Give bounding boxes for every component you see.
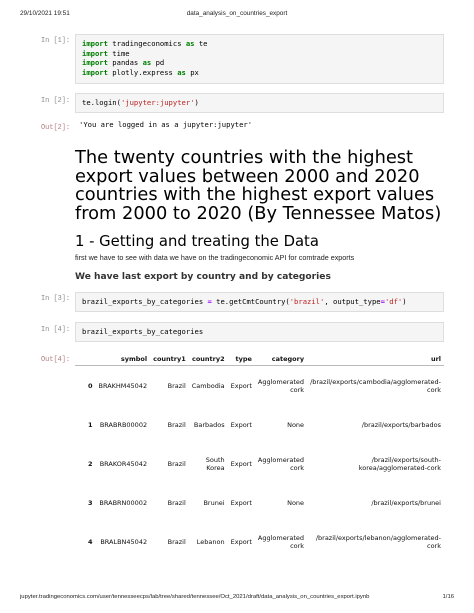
code-cell-4[interactable] — [75, 322, 444, 342]
cell-prompt-4: In [4]: — [41, 326, 70, 334]
code-token: tradingeconomics — [107, 39, 186, 48]
print-footer — [20, 594, 454, 606]
table-cell: BRALBN45042 — [100, 537, 148, 546]
code-cell-1[interactable] — [75, 34, 444, 84]
code-token: plotly.express — [107, 67, 178, 77]
code-line — [82, 58, 437, 68]
code-token: pandas — [107, 58, 143, 68]
code-line — [82, 39, 437, 49]
table-cell: Brunei — [203, 498, 225, 507]
row-index: 0 — [87, 381, 93, 390]
cell-prompt-2: In [2]: — [41, 97, 70, 105]
column-header: symbol — [95, 352, 150, 366]
table-cell: Brazil — [167, 381, 186, 390]
code-token: as — [177, 67, 186, 77]
table-cell: /brazil/exports/lebanon/agglomerated-cork — [315, 533, 441, 550]
table-cell: /brazil/exports/brunei — [371, 498, 441, 507]
column-header: country1 — [150, 352, 189, 366]
print-doc-title: data_analysis_on_countries_export — [186, 10, 288, 17]
cell-prompt-1: In [1]: — [41, 37, 70, 45]
table-cell: South Korea — [205, 455, 225, 472]
code-token: = — [207, 297, 212, 306]
row-index: 1 — [87, 420, 93, 429]
table-row — [75, 405, 444, 444]
intro-paragraph: first we have to see with data we have on the tradingeconomic API for comtrade exports — [75, 253, 355, 262]
table-row — [75, 366, 444, 406]
code-token: import — [82, 48, 108, 58]
table-row — [75, 522, 444, 561]
table-cell: Brazil — [167, 459, 186, 468]
table-cell: None — [287, 498, 305, 507]
table-cell: Export — [230, 420, 252, 429]
code-token: = — [380, 297, 385, 306]
cell-prompt-3: In [3]: — [41, 295, 70, 303]
table-cell: Cambodia — [191, 381, 225, 390]
code-token: 'df' — [384, 297, 403, 306]
code-token: px — [185, 67, 199, 77]
code-token: te — [194, 39, 208, 48]
table-cell: BRABRB00002 — [99, 420, 148, 429]
code-token: ) — [194, 98, 199, 107]
table-cell: BRAKHM45042 — [98, 381, 148, 390]
column-header: url — [307, 352, 444, 366]
code-cell-3[interactable] — [75, 292, 444, 312]
code-token: te.login( — [82, 98, 121, 107]
code-line — [82, 49, 437, 59]
column-header: category — [255, 352, 307, 366]
print-url: jupyter.tradingeconomics.com/user/tennesseecps/lab/tree/shared/tennessee/Oct_2021/draft/data_analysis_on_countries_export.ipynb — [20, 594, 370, 600]
table-cell: Lebanon — [196, 537, 225, 546]
column-header — [75, 352, 95, 366]
code-token: ) — [402, 297, 407, 306]
table-cell: Agglomerated cork — [257, 533, 305, 550]
table-cell: Agglomerated cork — [257, 455, 305, 472]
column-header: country2 — [189, 352, 228, 366]
table-cell: Brazil — [167, 420, 186, 429]
code-token: 'brazil' — [289, 297, 325, 306]
code-line — [82, 68, 437, 78]
table-cell: BRAKOR45042 — [99, 459, 148, 468]
row-index: 3 — [87, 498, 93, 507]
code-token: as — [142, 58, 152, 68]
output-prompt-2: Out[2]: — [41, 124, 70, 132]
table-cell: Export — [230, 459, 252, 468]
table-cell: Brazil — [167, 537, 186, 546]
code-token: import — [82, 39, 108, 48]
table-header-row — [75, 352, 444, 366]
table-row — [75, 483, 444, 522]
code-line — [82, 98, 437, 108]
output-prompt-4: Out[4]: — [41, 356, 70, 364]
table-cell: /brazil/exports/south-korea/agglomerated-cork — [358, 455, 441, 472]
row-index: 4 — [87, 537, 93, 546]
code-token: time — [107, 48, 130, 58]
print-header — [20, 10, 454, 22]
table-cell: Barbados — [193, 420, 225, 429]
table-cell: Export — [230, 537, 252, 546]
code-token: , output_type — [324, 297, 381, 306]
code-token: brazil_exports_by_categories — [82, 327, 204, 336]
page-number: 1/16 — [442, 594, 454, 600]
print-datetime: 29/10/2021 19:51 — [20, 10, 70, 17]
code-token: te.getCmtCountry( — [211, 297, 290, 306]
table-cell: BRABRN00002 — [99, 498, 148, 507]
code-token: import — [82, 58, 108, 68]
code-token: pd — [151, 58, 165, 68]
code-token: as — [185, 39, 195, 48]
table-cell: Export — [230, 381, 252, 390]
row-index: 2 — [87, 459, 93, 468]
dataframe-table — [75, 352, 444, 561]
code-token: 'jupyter:jupyter' — [120, 98, 195, 107]
code-token: import — [82, 67, 108, 77]
code-cell-2[interactable] — [75, 93, 444, 113]
table-cell: /brazil/exports/cambodia/agglomerated-cork — [310, 377, 441, 394]
code-line — [82, 297, 437, 307]
table-cell: /brazil/exports/barbados — [361, 420, 441, 429]
code-token: brazil_exports_by_categories — [82, 297, 208, 306]
table-cell: Export — [230, 498, 252, 507]
notebook-title: The twenty countries with the highest export values between 2000 and 2020 countries with the highest export values from 2000 to 2020 (By Tennessee Matos) — [75, 147, 442, 224]
table-cell: Brazil — [167, 498, 186, 507]
table-cell: None — [287, 420, 305, 429]
column-header: type — [228, 352, 255, 366]
code-line — [82, 327, 437, 337]
subheading: We have last export by country and by categories — [75, 272, 331, 282]
table-cell: Agglomerated cork — [257, 377, 305, 394]
section-heading: 1 - Getting and treating the Data — [75, 233, 319, 250]
output-text-2: 'You are logged in as a jupyter:jupyter' — [79, 120, 253, 129]
table-row — [75, 444, 444, 483]
